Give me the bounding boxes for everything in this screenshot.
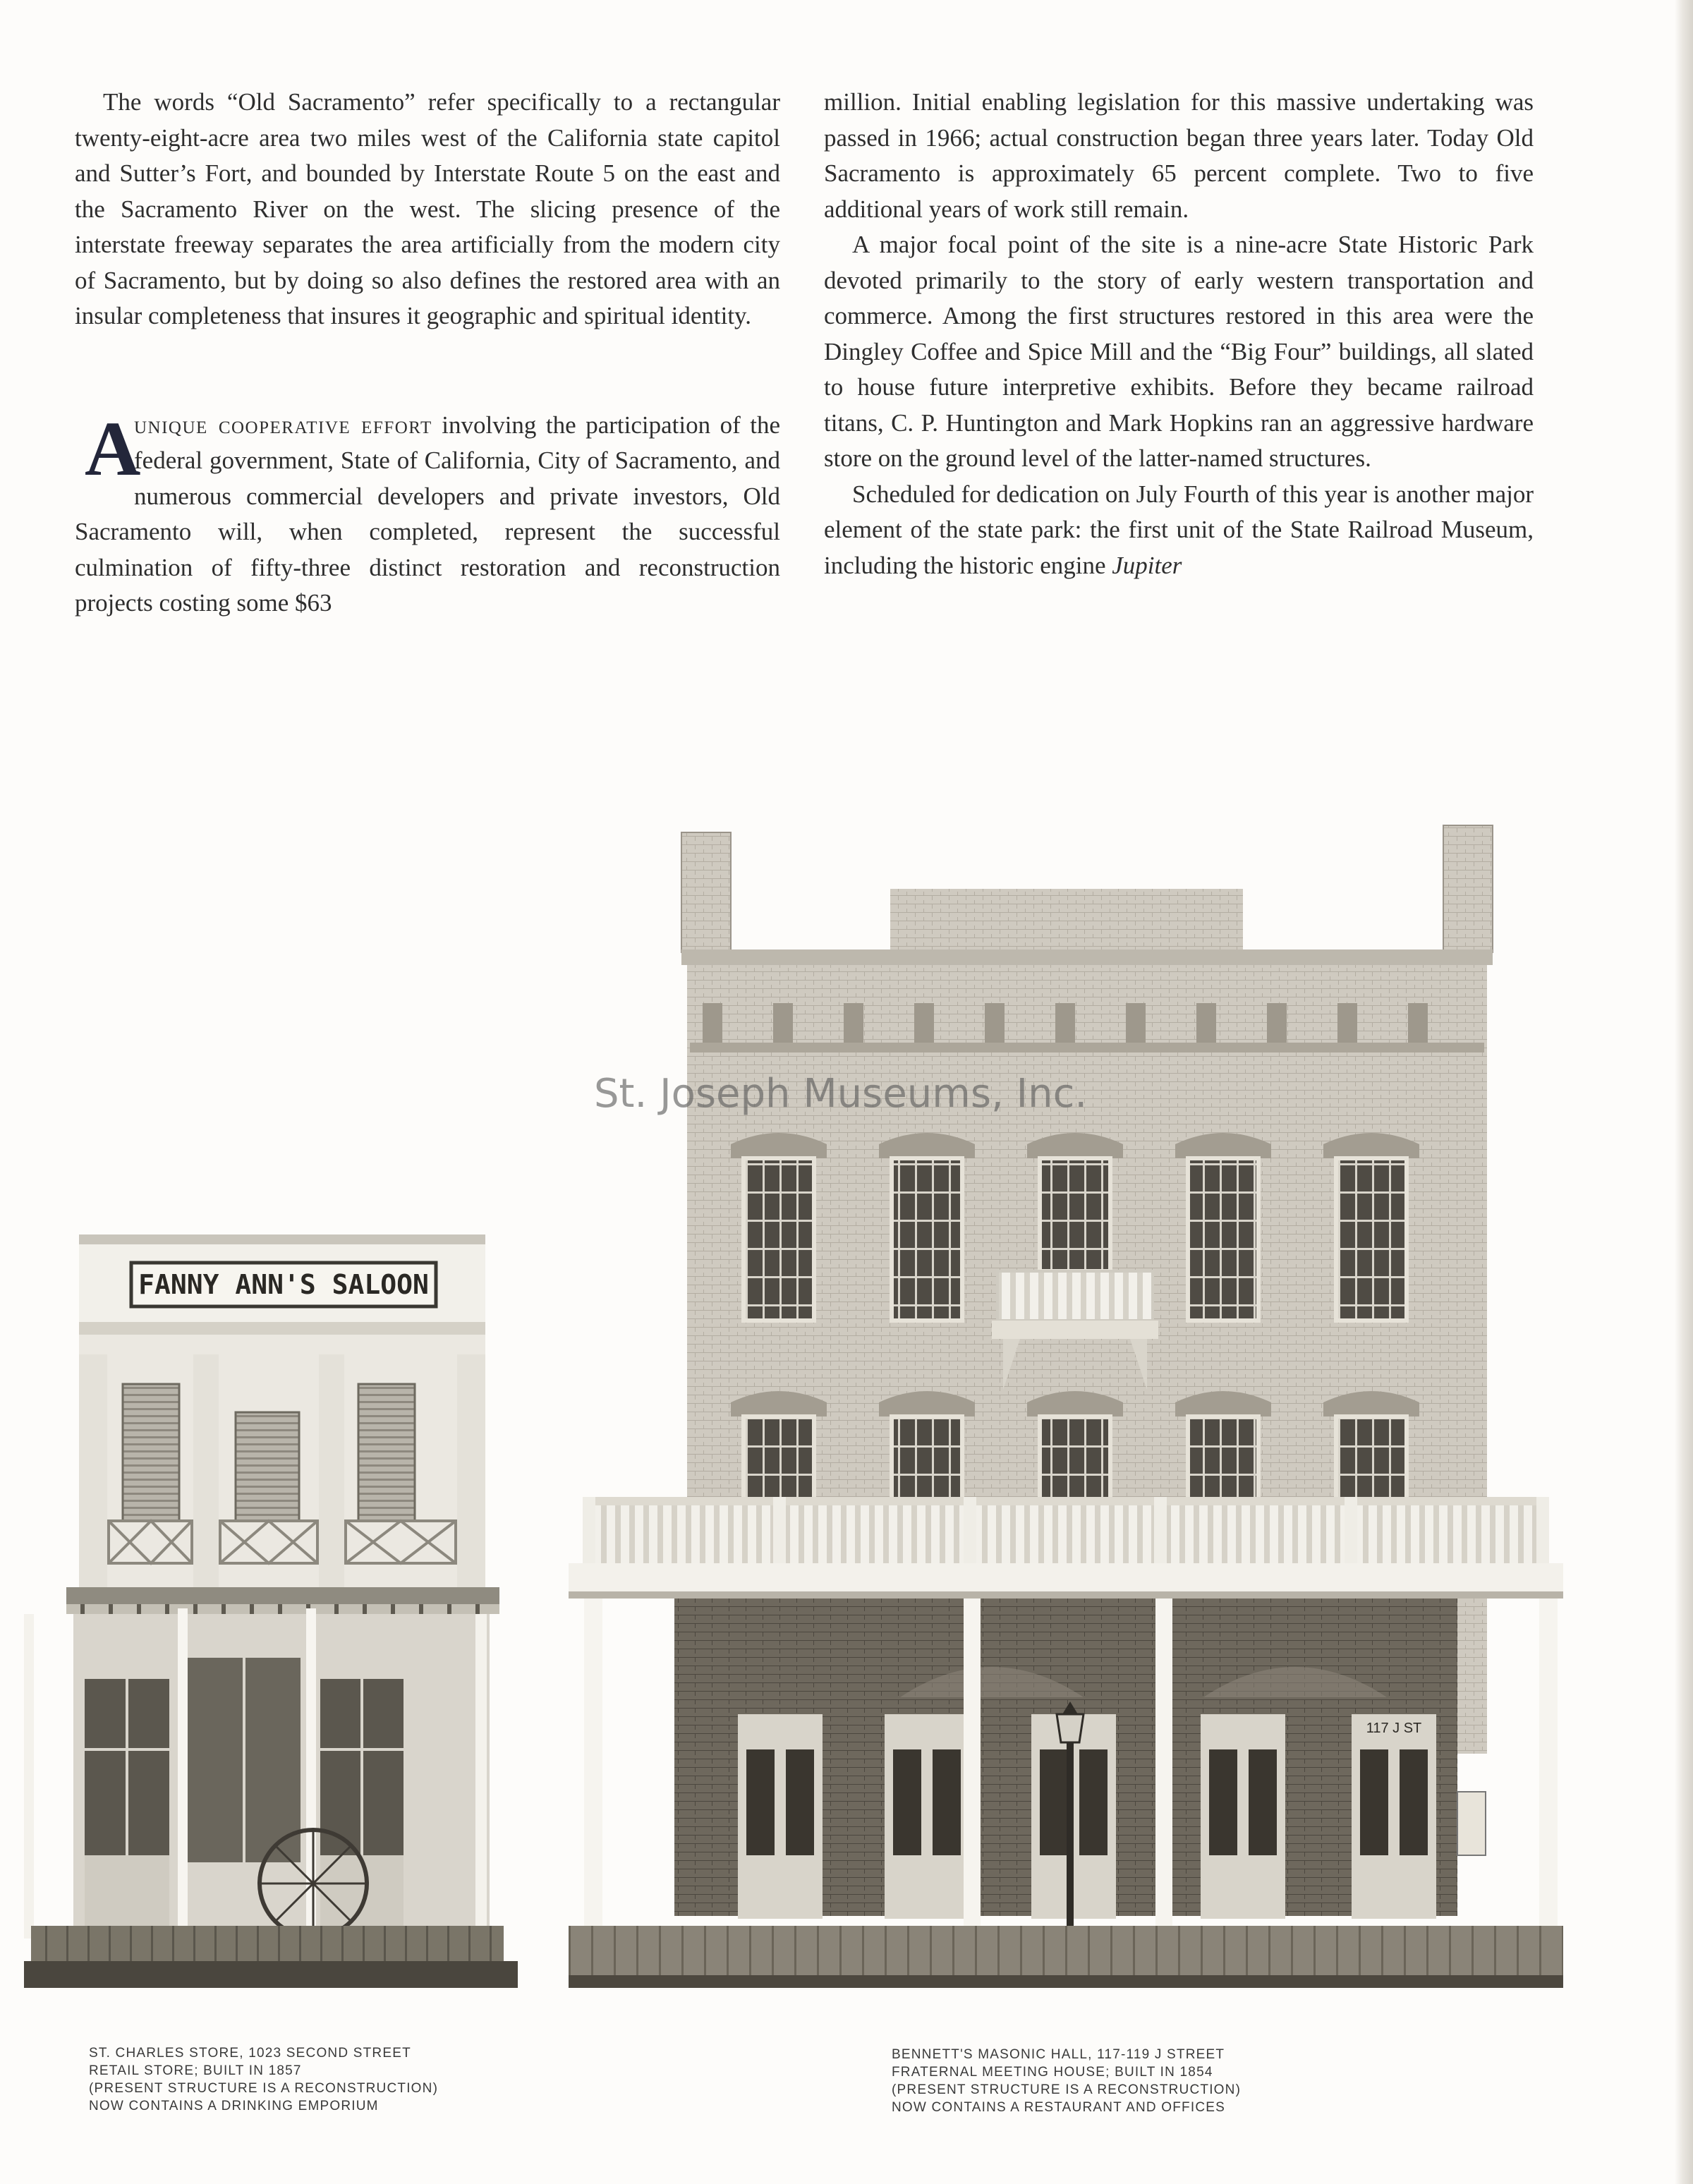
jupiter-italic: Jupiter	[1112, 551, 1182, 579]
caption-st-charles-store	[89, 2044, 438, 2115]
caption-bennetts-masonic-hall	[892, 2046, 1241, 2116]
right-paragraph-1: million. Initial enabling legislation for this massive undertaking was passed in 1966; actual construction began three years later. Today Old Sacramento is approximately 65 percent complete. Two to five additional years of work still remain.	[824, 88, 1534, 223]
caption-line: FRATERNAL MEETING HOUSE; BUILT IN 1854	[892, 2065, 1213, 2080]
lead-in-smallcaps: unique cooperative effort	[134, 411, 432, 439]
drop-cap: A	[85, 405, 141, 492]
watermark: St. Joseph Museums, Inc.	[594, 1071, 1088, 1117]
right-paragraph-3: Scheduled for dedication on July Fourth of this year is another major element of the state park: the first unit of the State Railroad Museum, including the historic engine Jupiter	[824, 480, 1534, 579]
photo-bennetts-masonic-hall	[569, 811, 1563, 1988]
left-paragraph-1: The words “Old Sacramento” refer specifically to a rectangular twenty-eight-acre area two miles west of the California state capitol and Sutter’s Fort, and bounded by Interstate Route 5 on the east and the Sacramento River on the west. The slicing presence of the interstate freeway separates the area artificially from the modern city of Sacramento, but by doing so also defines the restored area with an insular completeness that insures it geographic and spiritual identity.	[75, 88, 780, 329]
caption-line: (PRESENT STRUCTURE IS A RECONSTRUCTION)	[892, 2082, 1242, 2097]
article-left-column	[75, 85, 780, 621]
caption-line: (PRESENT STRUCTURE IS A RECONSTRUCTION)	[89, 2081, 439, 2096]
left-paragraph-2-text: involving the participation of the federal government, State of California, City of Sacramento, and numerous commercial developers and private investors, Old Sacramento will, when completed, represent the successful culmination of fifty-three distinct restoration and reconstruction projects costing some $63	[75, 411, 780, 617]
door-number-text: 117 J ST	[1366, 1721, 1422, 1736]
article-right-column	[824, 85, 1534, 583]
saloon-sign-text: FANNY ANN'S SALOON	[138, 1269, 429, 1300]
photo-st-charles-store	[24, 1234, 518, 1988]
right-paragraph-2: A major focal point of the site is a nine-acre State Historic Park devoted primarily to the story of early western transportation and commerce. Among the first structures restored in this area were the Dingley Coffee and Spice Mill and the “Big Four” buildings, all slated to house future interpretive exhibits. Before they became railroad titans, C. P. Huntington and Mark Hopkins ran an aggressive hardware store on the ground level of the latter-named structures.	[824, 231, 1534, 472]
page-edge-shadow	[1675, 0, 1693, 2184]
caption-line: NOW CONTAINS A DRINKING EMPORIUM	[89, 2099, 379, 2113]
caption-line: RETAIL STORE; BUILT IN 1857	[89, 2063, 302, 2078]
caption-line: ST. CHARLES STORE, 1023 SECOND STREET	[89, 2046, 411, 2061]
caption-line: BENNETT'S MASONIC HALL, 117-119 J STREET	[892, 2047, 1225, 2062]
caption-line: NOW CONTAINS A RESTAURANT AND OFFICES	[892, 2100, 1226, 2115]
left-paragraph-2	[75, 405, 780, 621]
